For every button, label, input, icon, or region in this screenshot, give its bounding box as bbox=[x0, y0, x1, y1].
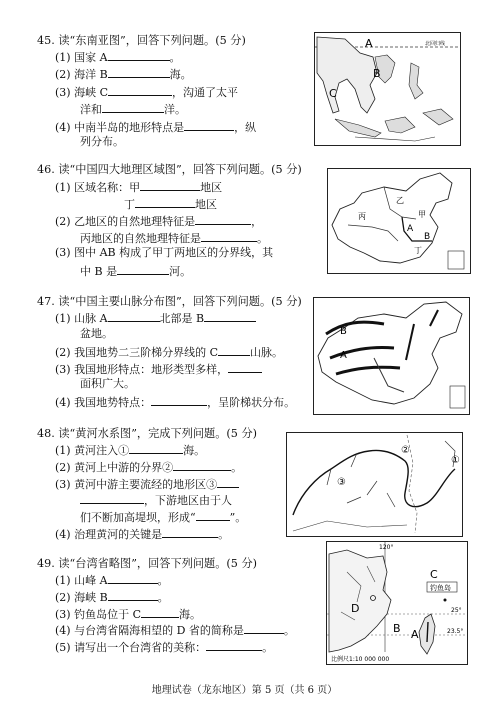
yellow-river-map bbox=[286, 432, 463, 537]
q46-item-2-cont: 丙地区的自然地理特征是 。 bbox=[80, 232, 268, 245]
map-label-c: C bbox=[430, 568, 438, 581]
region-label-ding: 丁 bbox=[414, 246, 422, 255]
answer-blank[interactable] bbox=[117, 263, 169, 275]
q48-item-2: (2) 黄河上中游的分界② 。 bbox=[55, 461, 243, 474]
answer-blank[interactable] bbox=[108, 589, 158, 601]
map-label-2: ② bbox=[401, 445, 410, 456]
answer-blank[interactable] bbox=[108, 572, 158, 584]
answer-blank[interactable] bbox=[204, 310, 256, 322]
map-label-3: ③ bbox=[337, 477, 346, 488]
region-label-jia: 甲 bbox=[418, 210, 426, 219]
map-label-a: A bbox=[365, 37, 373, 50]
q48-item-1: (1) 黄河注入① 海。 bbox=[55, 444, 206, 457]
southeast-asia-map bbox=[314, 32, 461, 146]
q47-item-2: (2) 我国地势二三阶梯分界线的 C 山脉。 bbox=[55, 346, 283, 359]
q47-item-4: (4) 我国地势特点： ，呈阶梯状分布。 bbox=[55, 396, 296, 409]
lon-label: 120° bbox=[379, 544, 394, 551]
diaoyu-label: 钓鱼岛 bbox=[430, 584, 451, 592]
answer-blank[interactable] bbox=[108, 310, 160, 322]
answer-blank[interactable] bbox=[228, 361, 262, 373]
answer-blank[interactable] bbox=[244, 622, 284, 634]
q46-title: 46. 读“中国四大地理区域图”，回答下列问题。(5 分) bbox=[37, 163, 302, 176]
answer-blank[interactable] bbox=[195, 213, 251, 225]
answer-blank[interactable] bbox=[135, 196, 195, 208]
q49-item-5: (5) 请写出一个台湾省的美称： 。 bbox=[55, 641, 274, 654]
answer-blank[interactable] bbox=[108, 84, 172, 96]
q49-item-2: (2) 海峡 B 。 bbox=[55, 591, 169, 604]
q45-item-2: (2) 海洋 B 海。 bbox=[55, 68, 192, 81]
q45-item-4-cont: 列分布。 bbox=[80, 135, 124, 148]
lat-235-label: 23.5° bbox=[447, 628, 464, 635]
answer-blank[interactable] bbox=[129, 442, 183, 454]
map-label-a: A bbox=[411, 628, 419, 641]
q45-item-1: (1) 国家 A 。 bbox=[55, 51, 181, 64]
map-label-b: B bbox=[393, 622, 401, 635]
map-label-d: D bbox=[351, 602, 360, 615]
tropic-label: 北回归线 bbox=[425, 41, 446, 47]
answer-blank[interactable] bbox=[173, 459, 231, 471]
answer-blank[interactable] bbox=[102, 101, 164, 113]
q48-item-3-cont2: 们不断加高堤坝，形成“ ”。 bbox=[80, 511, 247, 524]
answer-blank[interactable] bbox=[151, 394, 207, 406]
map-label-a: A bbox=[340, 350, 347, 361]
q48-item-3: (3) 黄河中游主要流经的地形区③ bbox=[55, 476, 239, 492]
lat-25-label: 25° bbox=[451, 607, 462, 614]
answer-blank[interactable] bbox=[108, 66, 170, 78]
q46-item-3: (3) 图中 AB 构成了甲丁两地区的分界线，其 bbox=[55, 246, 274, 259]
answer-blank[interactable] bbox=[80, 492, 144, 504]
answer-blank[interactable] bbox=[108, 49, 170, 61]
answer-blank[interactable] bbox=[140, 179, 200, 191]
answer-blank[interactable] bbox=[217, 476, 239, 488]
q49-item-1: (1) 山峰 A 。 bbox=[55, 574, 169, 587]
scale-label: 比例尺1:10 000 000 bbox=[331, 656, 390, 663]
map-label-b: B bbox=[424, 232, 431, 242]
taiwan-map bbox=[326, 541, 468, 665]
region-label-yi: 乙 bbox=[396, 196, 404, 205]
answer-blank[interactable] bbox=[206, 639, 262, 651]
q47-item-1-cont: 盆地。 bbox=[80, 327, 113, 340]
answer-blank[interactable] bbox=[141, 606, 179, 618]
page-footer: 地理试卷（龙东地区）第 5 页（共 6 页） bbox=[151, 685, 338, 696]
answer-blank[interactable] bbox=[201, 230, 257, 242]
answer-blank[interactable] bbox=[162, 526, 218, 538]
map-label-b: B bbox=[340, 326, 347, 337]
q45-title: 45. 读“东南亚图”，回答下列问题。(5 分) bbox=[37, 34, 246, 47]
q47-item-3: (3) 我国地形特点：地形类型多样， bbox=[55, 361, 262, 377]
q47-item-1: (1) 山脉 A 北部是 B bbox=[55, 310, 256, 326]
q45-item-4: (4) 中南半岛的地形特点是 ，纵 bbox=[55, 121, 257, 134]
q46-item-1-cont: 丁 地区 bbox=[124, 198, 217, 211]
map-label-1: ① bbox=[451, 455, 460, 466]
q48-item-3-cont: ，下游地区由于人 bbox=[80, 492, 232, 508]
map-label-a: A bbox=[407, 224, 414, 234]
q47-item-3-cont: 面积广大。 bbox=[80, 377, 135, 390]
china-mountains-map bbox=[313, 297, 470, 415]
q46-item-1: (1) 区域名称：甲 地区 bbox=[55, 181, 223, 194]
q46-item-3-cont: 中 B 是 河。 bbox=[80, 265, 192, 278]
q45-item-3: (3) 海峡 C ，沟通了太平 bbox=[55, 86, 238, 99]
q47-title: 47. 读“中国主要山脉分布图”，回答下列问题。(5 分) bbox=[37, 295, 302, 308]
map-label-b: B bbox=[373, 67, 381, 80]
q49-item-4: (4) 与台湾省隔海相望的 D 省的简称是 。 bbox=[55, 624, 295, 637]
q48-item-4: (4) 治理黄河的关键是 。 bbox=[55, 528, 230, 541]
china-regions-map bbox=[327, 168, 471, 274]
q45-item-3-cont: 洋和 洋。 bbox=[80, 103, 186, 116]
q48-title: 48. 读“黄河水系图”，完成下列问题。(5 分) bbox=[37, 427, 258, 440]
q49-title: 49. 读“台湾省略图”，回答下列问题。(5 分) bbox=[37, 557, 258, 570]
answer-blank[interactable] bbox=[196, 509, 230, 521]
answer-blank[interactable] bbox=[218, 344, 250, 356]
answer-blank[interactable] bbox=[184, 119, 234, 131]
q46-item-2: (2) 乙地区的自然地理特征是 ， bbox=[55, 215, 263, 228]
map-label-c: C bbox=[329, 87, 337, 100]
region-label-bing: 丙 bbox=[358, 212, 366, 221]
q49-item-3: (3) 钓鱼岛位于 C 海。 bbox=[55, 608, 201, 621]
